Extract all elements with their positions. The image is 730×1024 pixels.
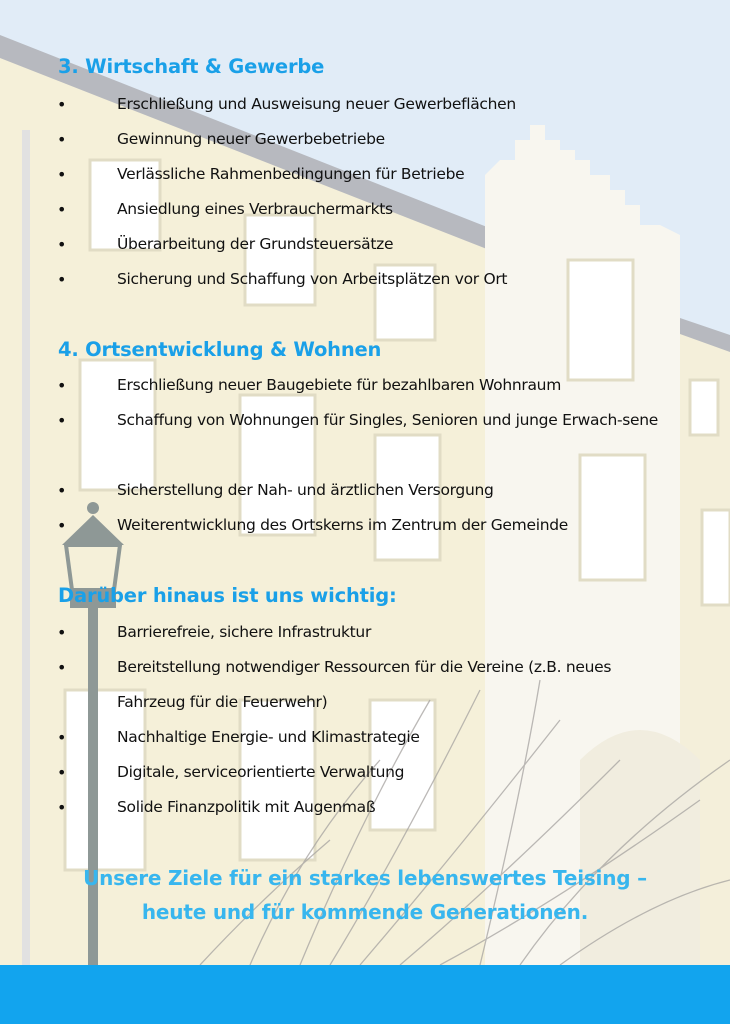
bullet-icon: • bbox=[57, 516, 67, 535]
section-heading-darueber-hinaus: Darüber hinaus ist uns wichtig: bbox=[58, 584, 397, 607]
bullet-icon: • bbox=[57, 411, 67, 430]
list-wirtschaft bbox=[0, 87, 730, 297]
list-item: • Bereitstellung notwendiger Ressourcen für die Vereine (z.B. neues Fahrzeug für die Feuerwehr) bbox=[0, 650, 730, 720]
bullet-icon: • bbox=[57, 728, 67, 747]
list-item: • Gewinnung neuer Gewerbebetriebe bbox=[0, 122, 730, 157]
list-item: • Sicherstellung der Nah- und ärztlichen Versorgung bbox=[0, 473, 730, 508]
bullet-icon: • bbox=[57, 376, 67, 395]
bullet-icon: • bbox=[57, 658, 67, 677]
bullet-icon: • bbox=[57, 235, 67, 254]
bullet-icon: • bbox=[57, 165, 67, 184]
section-heading-ortsentwicklung: 4. Ortsentwicklung & Wohnen bbox=[58, 338, 382, 361]
list-item: • Überarbeitung der Grundsteuersätze bbox=[0, 227, 730, 262]
list-item: • Erschließung und Ausweisung neuer Gewerbeflächen bbox=[0, 87, 730, 122]
list-ortsentwicklung bbox=[0, 368, 730, 543]
bullet-icon: • bbox=[57, 798, 67, 817]
bullet-icon: • bbox=[57, 95, 67, 114]
bullet-icon: • bbox=[57, 130, 67, 149]
section-heading-wirtschaft: 3. Wirtschaft & Gewerbe bbox=[58, 55, 325, 78]
list-item: • Schaffung von Wohnungen für Singles, Senioren und junge Erwach-sene bbox=[0, 403, 730, 473]
closing-line-2: heute und für kommende Generationen. bbox=[141, 900, 589, 924]
list-item: • Digitale, serviceorientierte Verwaltung bbox=[0, 755, 730, 790]
bullet-icon: • bbox=[57, 623, 67, 642]
list-item: • Weiterentwicklung des Ortskerns im Zentrum der Gemeinde bbox=[0, 508, 730, 543]
list-item: • Nachhaltige Energie- und Klimastrategie bbox=[0, 720, 730, 755]
list-item: • Solide Finanzpolitik mit Augenmaß bbox=[0, 790, 730, 825]
bullet-icon: • bbox=[57, 763, 67, 782]
bullet-icon: • bbox=[57, 481, 67, 500]
list-item: • Sicherung und Schaffung von Arbeitsplätzen vor Ort bbox=[0, 262, 730, 297]
list-darueber-hinaus bbox=[0, 615, 730, 825]
closing-line-1: Unsere Ziele für ein starkes lebenswertes Teising – bbox=[83, 866, 647, 890]
footer-bar bbox=[0, 965, 730, 1024]
list-item: • Erschließung neuer Baugebiete für bezahlbaren Wohnraum bbox=[0, 368, 730, 403]
bullet-icon: • bbox=[57, 200, 67, 219]
list-item: • Verlässliche Rahmenbedingungen für Betriebe bbox=[0, 157, 730, 192]
list-item: • Barrierefreie, sichere Infrastruktur bbox=[0, 615, 730, 650]
list-item: • Ansiedlung eines Verbrauchermarkts bbox=[0, 192, 730, 227]
bullet-icon: • bbox=[57, 270, 67, 289]
